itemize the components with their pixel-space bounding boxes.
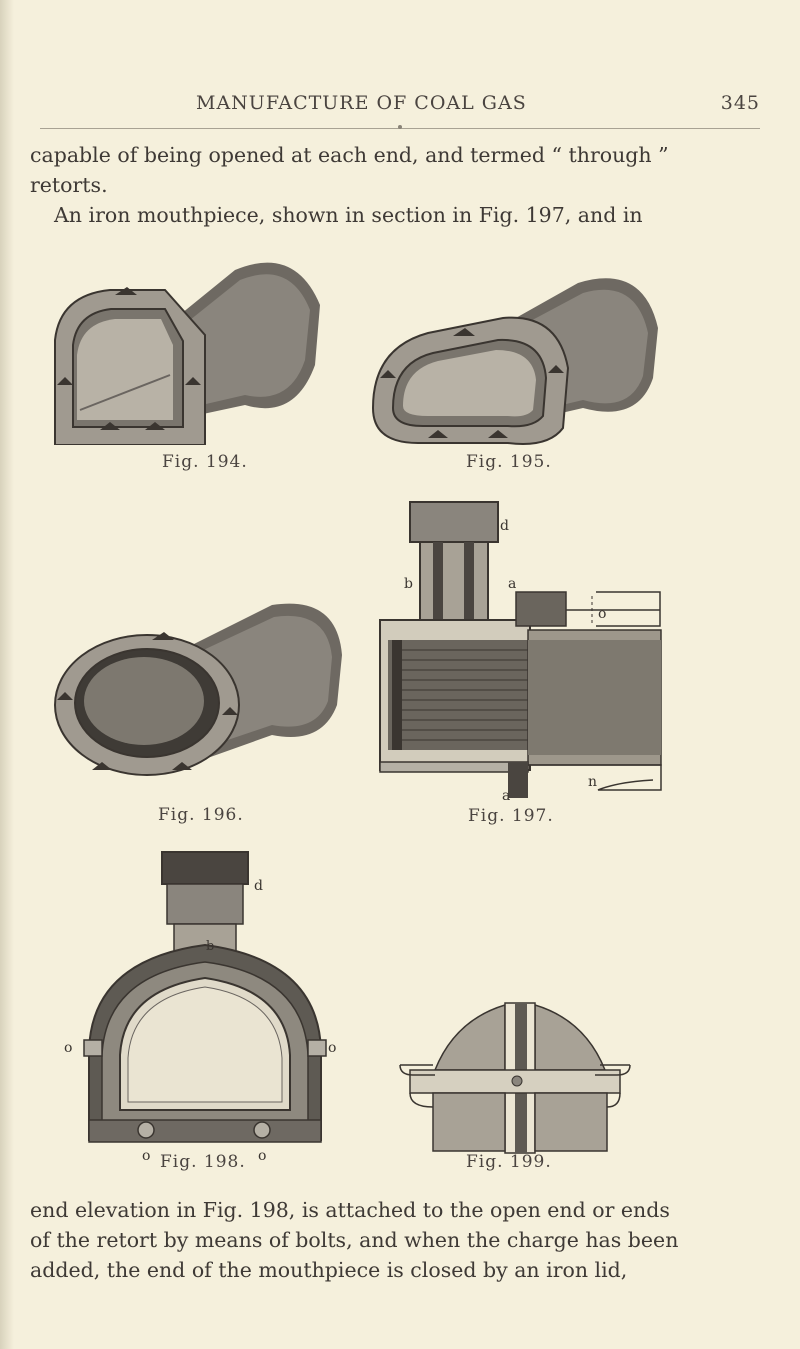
text-block-bottom bbox=[30, 1195, 770, 1285]
label-o-bottom-left: o bbox=[142, 1148, 151, 1164]
label-o-left: o bbox=[64, 1040, 73, 1056]
text-line: An iron mouthpiece, shown in section in Fig. 197, and in bbox=[54, 203, 643, 227]
text-line: retorts. bbox=[30, 173, 108, 197]
caption-fig-198: Fig. 198. bbox=[160, 1152, 246, 1172]
caption-fig-197: Fig. 197. bbox=[468, 806, 554, 826]
running-title: MANUFACTURE OF COAL GAS bbox=[196, 92, 527, 114]
caption-fig-195: Fig. 195. bbox=[466, 452, 552, 472]
label-o-right: o bbox=[328, 1040, 337, 1056]
label-a-bottom: a bbox=[502, 788, 511, 804]
figure-199-lid-section bbox=[395, 995, 635, 1160]
label-d: d bbox=[254, 878, 263, 894]
caption-fig-199: Fig. 199. bbox=[466, 1152, 552, 1172]
label-n: n bbox=[588, 774, 598, 790]
figure-197-mouthpiece-section bbox=[378, 500, 663, 805]
label-b: b bbox=[404, 576, 413, 592]
figure-198-end-elevation bbox=[62, 850, 352, 1170]
label-o-bottom-right: o bbox=[258, 1148, 267, 1164]
caption-fig-194: Fig. 194. bbox=[162, 452, 248, 472]
text-line: capable of being opened at each end, and termed “ through ” bbox=[30, 143, 669, 167]
label-a-top: a bbox=[508, 576, 517, 592]
figure-196-retort bbox=[52, 595, 347, 780]
label-d: d bbox=[500, 518, 509, 534]
figure-195-retort bbox=[368, 258, 668, 448]
text-line: added, the end of the mouthpiece is closed by an iron lid, bbox=[30, 1258, 628, 1282]
text-line: end elevation in Fig. 198, is attached to the open end or ends bbox=[30, 1198, 670, 1222]
running-header bbox=[30, 92, 770, 122]
label-o: o bbox=[598, 606, 607, 622]
figure-194-retort bbox=[45, 245, 325, 445]
text-block-top bbox=[30, 140, 770, 230]
text-line: of the retort by means of bolts, and when the charge has been bbox=[30, 1228, 679, 1252]
header-ornament bbox=[398, 125, 402, 129]
label-b: b bbox=[206, 939, 215, 954]
binding-shadow bbox=[0, 0, 14, 1349]
page-number: 345 bbox=[720, 92, 760, 114]
caption-fig-196: Fig. 196. bbox=[158, 805, 244, 825]
